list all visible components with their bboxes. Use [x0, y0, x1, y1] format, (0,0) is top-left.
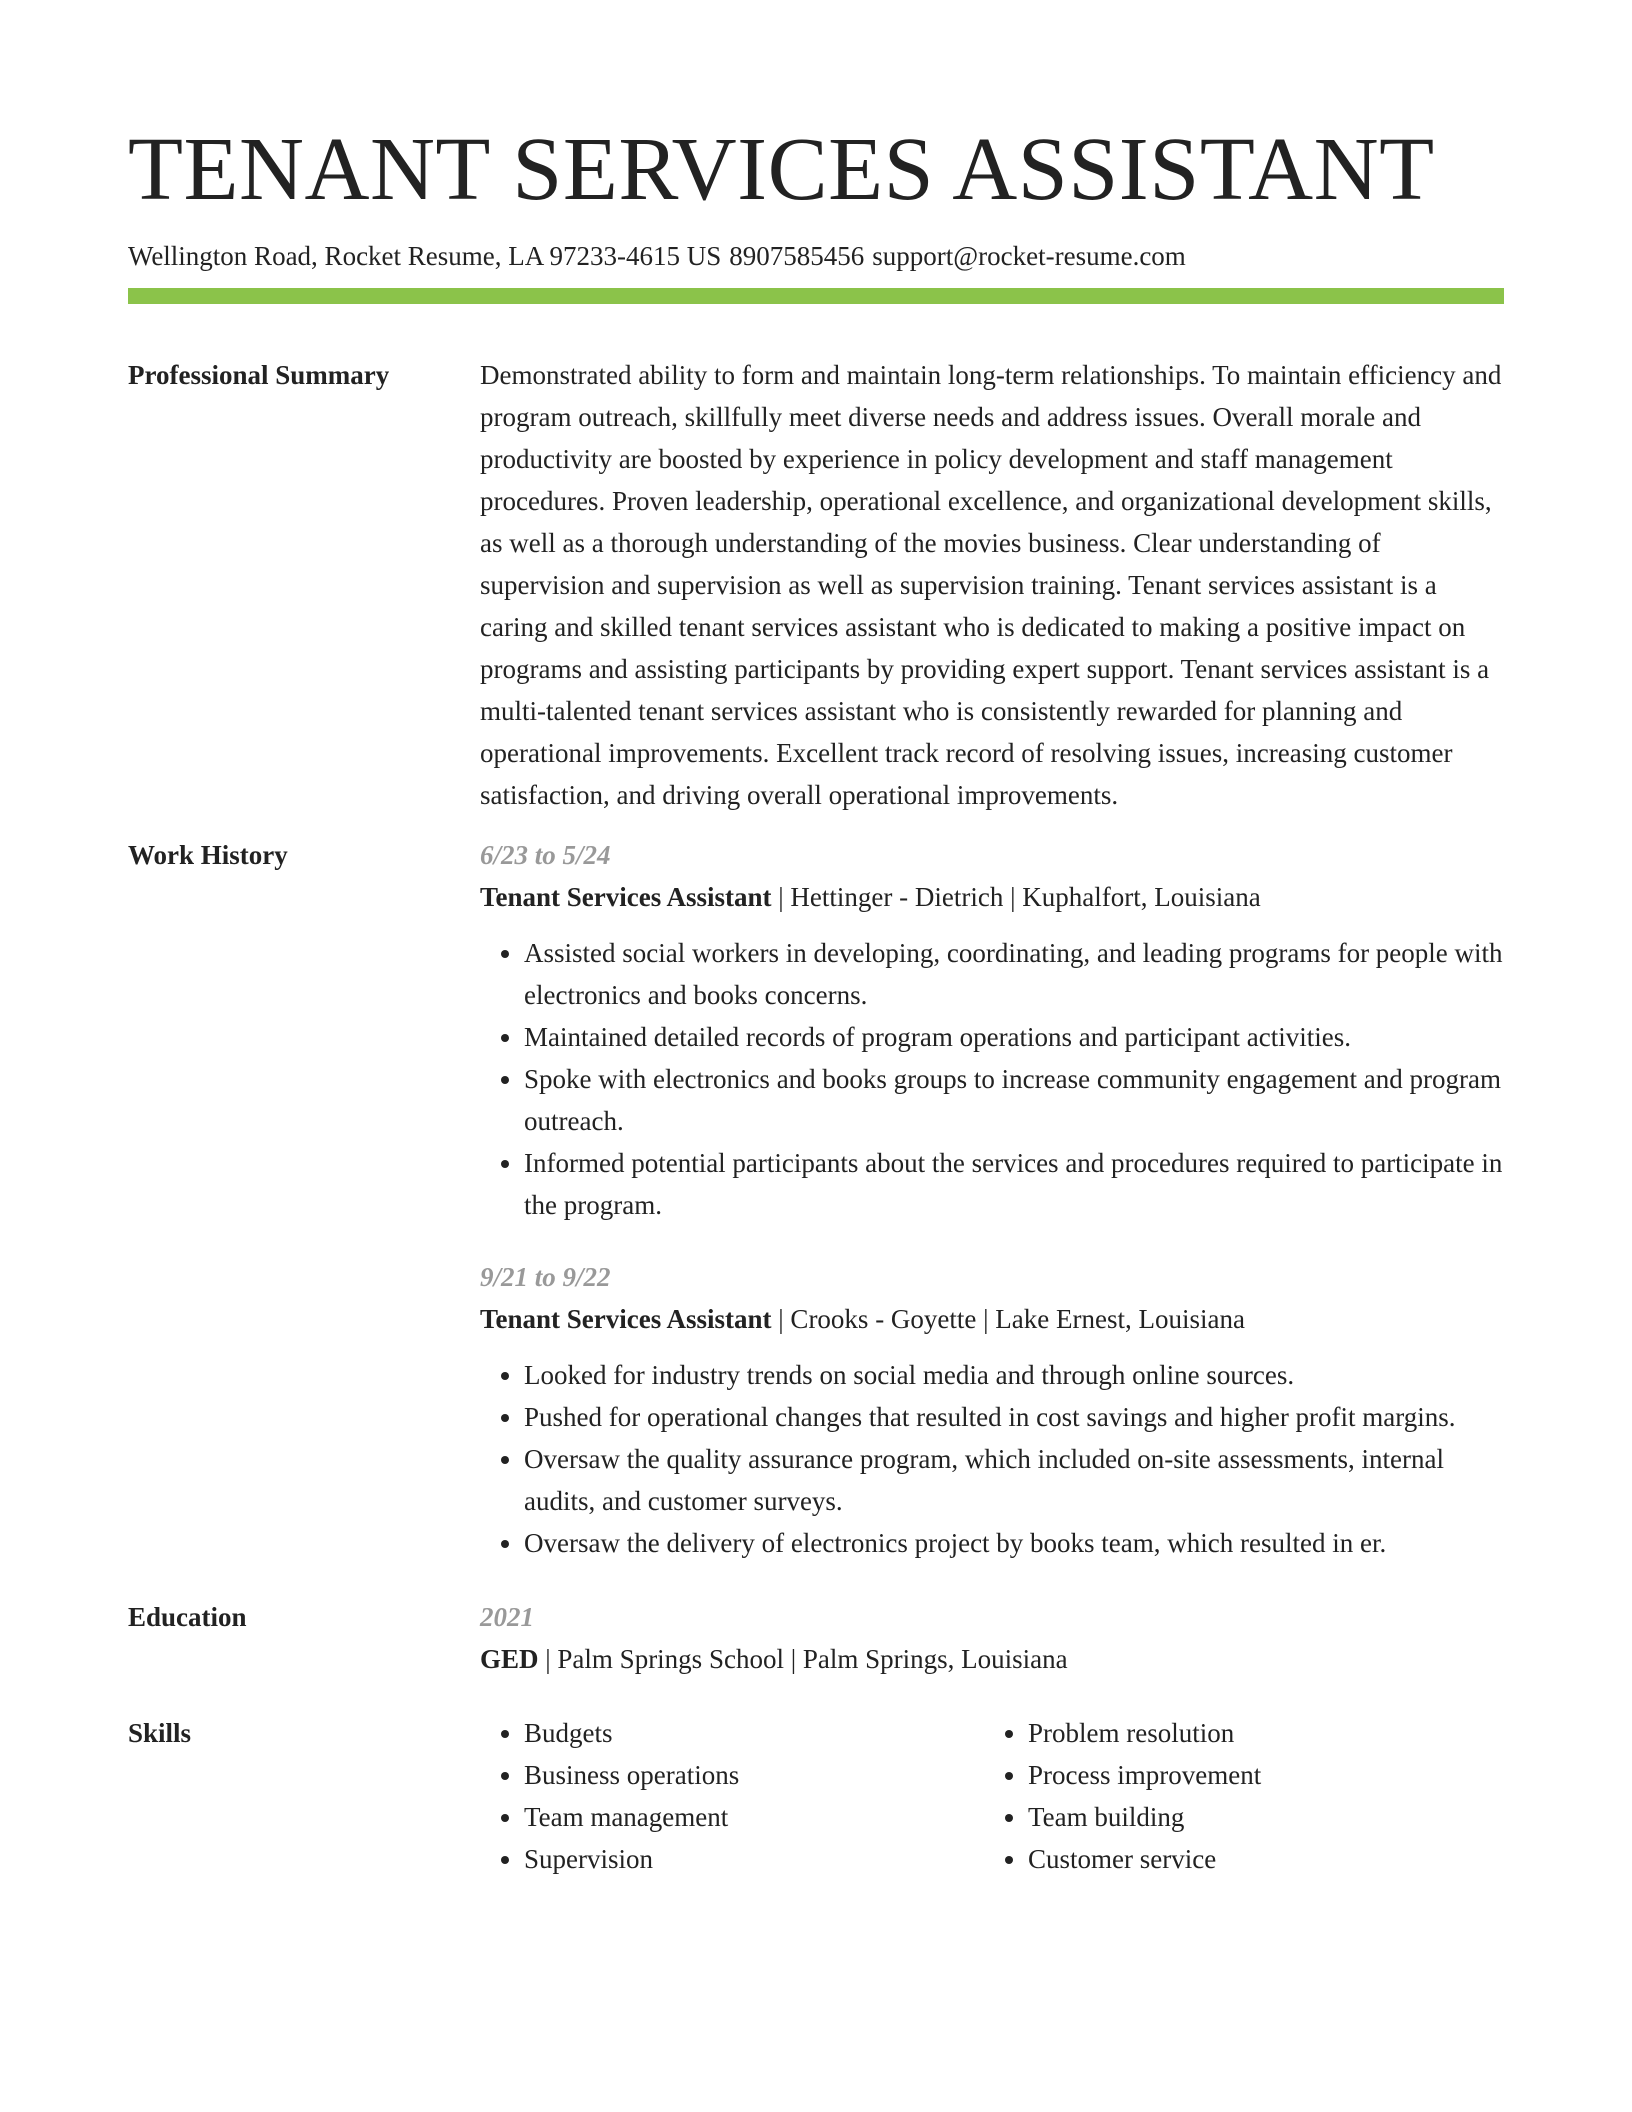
skill-item: • Supervision — [524, 1838, 984, 1880]
education-heading: Education — [128, 1602, 247, 1632]
job-duty: • Informed potential participants about the services and procedures required to participate in the program. — [524, 1142, 1504, 1226]
summary-text: Demonstrated ability to form and maintain long-term relationships. To maintain efficiency and program outreach, skillfully meet diverse needs and address issues. Overall morale and productivity are boosted by experience in policy development and staff management procedures. Proven leadership, operational excellence, and organizational development skills, as well as a thorough understanding of the movies business. Clear understanding of supervision and supervision as well as supervision training. Tenant services assistant is a caring and skilled tenant services assistant who is dedicated to making a positive impact on programs and assisting participants by providing expert support. Tenant services assistant is a multi-talented tenant services assistant who is consistently rewarded for planning and operational improvements. Excellent track record of resolving issues, increasing customer satisfaction, and driving overall operational improvements. — [480, 360, 1502, 810]
job-duty: • Spoke with electronics and books groups to increase community engagement and program outreach. — [524, 1058, 1504, 1142]
skill-item: • Process improvement — [1028, 1754, 1261, 1796]
job-entry — [480, 834, 1504, 1226]
header-divider — [128, 288, 1504, 304]
job-duty: • Assisted social workers in developing, coordinating, and leading programs for people with electronics and books concerns. — [524, 932, 1504, 1016]
contact-email: support@rocket-resume.com — [872, 241, 1186, 271]
job-entry — [480, 1256, 1504, 1564]
job-duties-list — [480, 1354, 1504, 1564]
job-duties-list — [480, 932, 1504, 1226]
skills-columns — [480, 1712, 1504, 1880]
education-degree: GED — [480, 1644, 539, 1674]
work-history-heading: Work History — [128, 840, 288, 870]
contact-line — [128, 238, 1504, 274]
education-year: 2021 — [480, 1602, 534, 1632]
job-role: Tenant Services Assistant — [480, 882, 772, 912]
contact-phone: 8907585456 — [729, 241, 865, 271]
skill-item: • Team management — [524, 1796, 984, 1838]
contact-address: Wellington Road, Rocket Resume, LA 97233-4615 US — [128, 241, 722, 271]
skill-item: • Team building — [1028, 1796, 1261, 1838]
skills-list-left — [480, 1712, 984, 1880]
education-line — [480, 1638, 1504, 1680]
job-details: | Hettinger - Dietrich | Kuphalfort, Louisiana — [771, 882, 1261, 912]
summary-heading: Professional Summary — [128, 360, 390, 390]
job-dates: 9/21 to 9/22 — [480, 1262, 611, 1292]
education-details: | Palm Springs School | Palm Springs, Louisiana — [538, 1644, 1068, 1674]
skill-item: • Budgets — [524, 1712, 984, 1754]
job-details: | Crooks - Goyette | Lake Ernest, Louisiana — [771, 1304, 1245, 1334]
job-duty: • Oversaw the quality assurance program, which included on-site assessments, internal audits, and customer surveys. — [524, 1438, 1504, 1522]
job-duty: • Pushed for operational changes that resulted in cost savings and higher profit margins. — [524, 1396, 1504, 1438]
job-duty: • Maintained detailed records of program operations and participant activities. — [524, 1016, 1504, 1058]
skill-item: • Customer service — [1028, 1838, 1261, 1880]
skill-item: • Business operations — [524, 1754, 984, 1796]
job-duty: • Oversaw the delivery of electronics project by books team, which resulted in er. — [524, 1522, 1504, 1564]
job-dates: 6/23 to 5/24 — [480, 840, 611, 870]
job-role: Tenant Services Assistant — [480, 1304, 772, 1334]
skills-list-right — [984, 1712, 1261, 1880]
summary-section — [128, 354, 1504, 816]
job-duty: • Looked for industry trends on social media and through online sources. — [524, 1354, 1504, 1396]
skills-section — [128, 1712, 1504, 1880]
job-title-line — [480, 1298, 1504, 1340]
education-section — [128, 1596, 1504, 1680]
job-title-line — [480, 876, 1504, 918]
skills-heading: Skills — [128, 1718, 192, 1748]
work-history-section — [128, 834, 1504, 1564]
resume-name: TENANT SERVICES ASSISTANT — [128, 120, 1435, 219]
skill-item: • Problem resolution — [1028, 1712, 1261, 1754]
